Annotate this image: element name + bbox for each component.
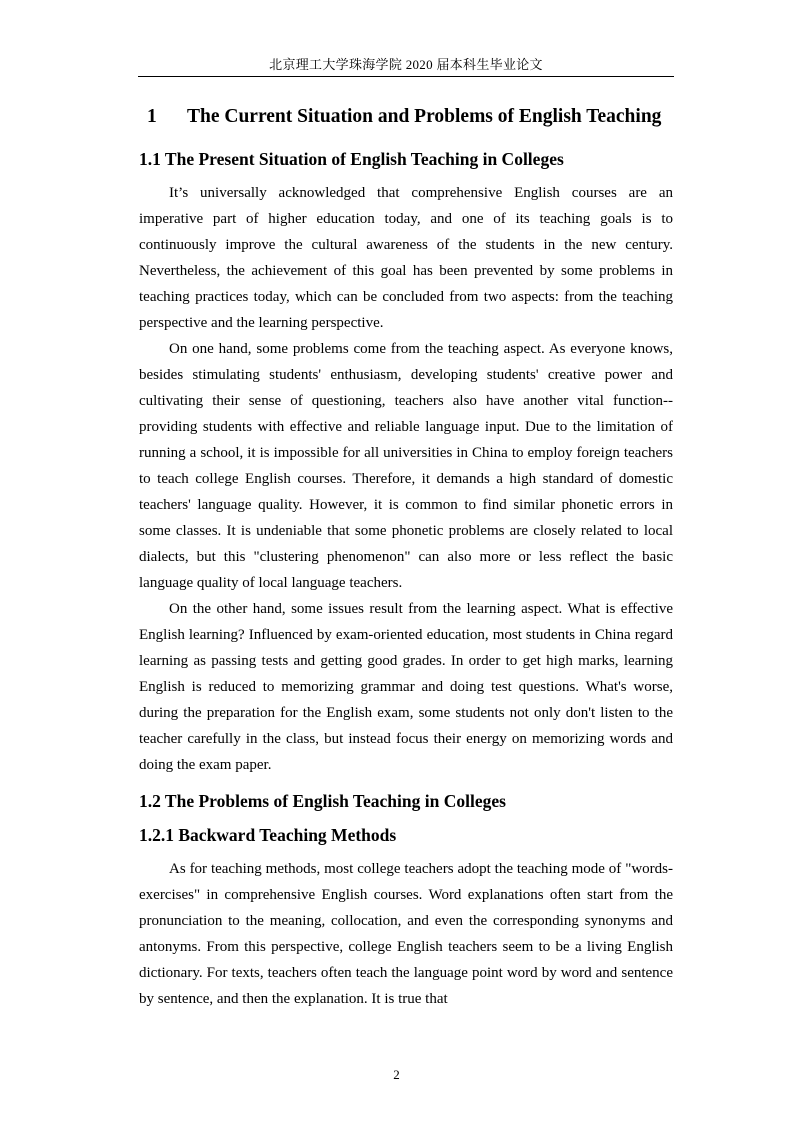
section-heading-1-2: 1.2 The Problems of English Teaching in Colleges	[139, 791, 506, 811]
paragraph: It’s universally acknowledged that comprehensive English courses are an imperative part of higher education today, and one of its teaching goals is to continuously improve the cultural awareness of the students in the new century. Nevertheless, the achievement of this goal has been prevented by some problems in teaching practices today, which can be concluded from two aspects: from the teaching perspective and the learning perspective.	[139, 185, 673, 331]
page-body	[139, 103, 673, 1012]
paragraph: As for teaching methods, most college teachers adopt the teaching mode of "words-exercises" in comprehensive English courses. Word explanations often start from the pronunciation to the meaning, collocation, and even the corresponding synonyms and antonyms. From this perspective, college English teachers seem to be a living English dictionary. For texts, teachers often teach the language point word by word and sentence by sentence, and then the explanation. It is true that	[139, 861, 673, 1007]
chapter-number: 1	[147, 106, 157, 127]
chapter-heading	[139, 103, 673, 131]
section-heading-1-1: 1.1 The Present Situation of English Teaching in Colleges	[139, 149, 564, 169]
page-number: 2	[393, 1067, 400, 1082]
chapter-title: The Current Situation and Problems of English Teaching	[187, 106, 662, 127]
running-header: 北京理工大学珠海学院 2020 届本科生毕业论文	[269, 57, 543, 72]
paragraph: On one hand, some problems come from the teaching aspect. As everyone knows, besides stimulating students' enthusiasm, developing students' creative power and cultivating their sense of questioning, teachers also have another vital function--providing students with effective and reliable language input. Due to the limitation of running a school, it is impossible for all universities in China to employ foreign teachers to teach college English courses. Therefore, it demands a high standard of domestic teachers' language quality. However, it is common to find similar phonetic errors in some classes. It is undeniable that some phonetic problems are closely related to local dialects, but this "clustering phenomenon" can also more or less reflect the basic language quality of local language teachers.	[139, 341, 673, 591]
subsection-heading-1-2-1: 1.2.1 Backward Teaching Methods	[139, 825, 397, 845]
header-rule	[138, 76, 674, 77]
paragraph: On the other hand, some issues result from the learning aspect. What is effective English learning? Influenced by exam-oriented education, most students in China regard learning as passing tests and getting good grades. In order to get high marks, learning English is reduced to memorizing grammar and doing test questions. What's worse, during the preparation for the English exam, some students not only don't listen to the teacher carefully in the class, but instead focus their energy on memorizing words and doing the exam paper.	[139, 601, 673, 773]
